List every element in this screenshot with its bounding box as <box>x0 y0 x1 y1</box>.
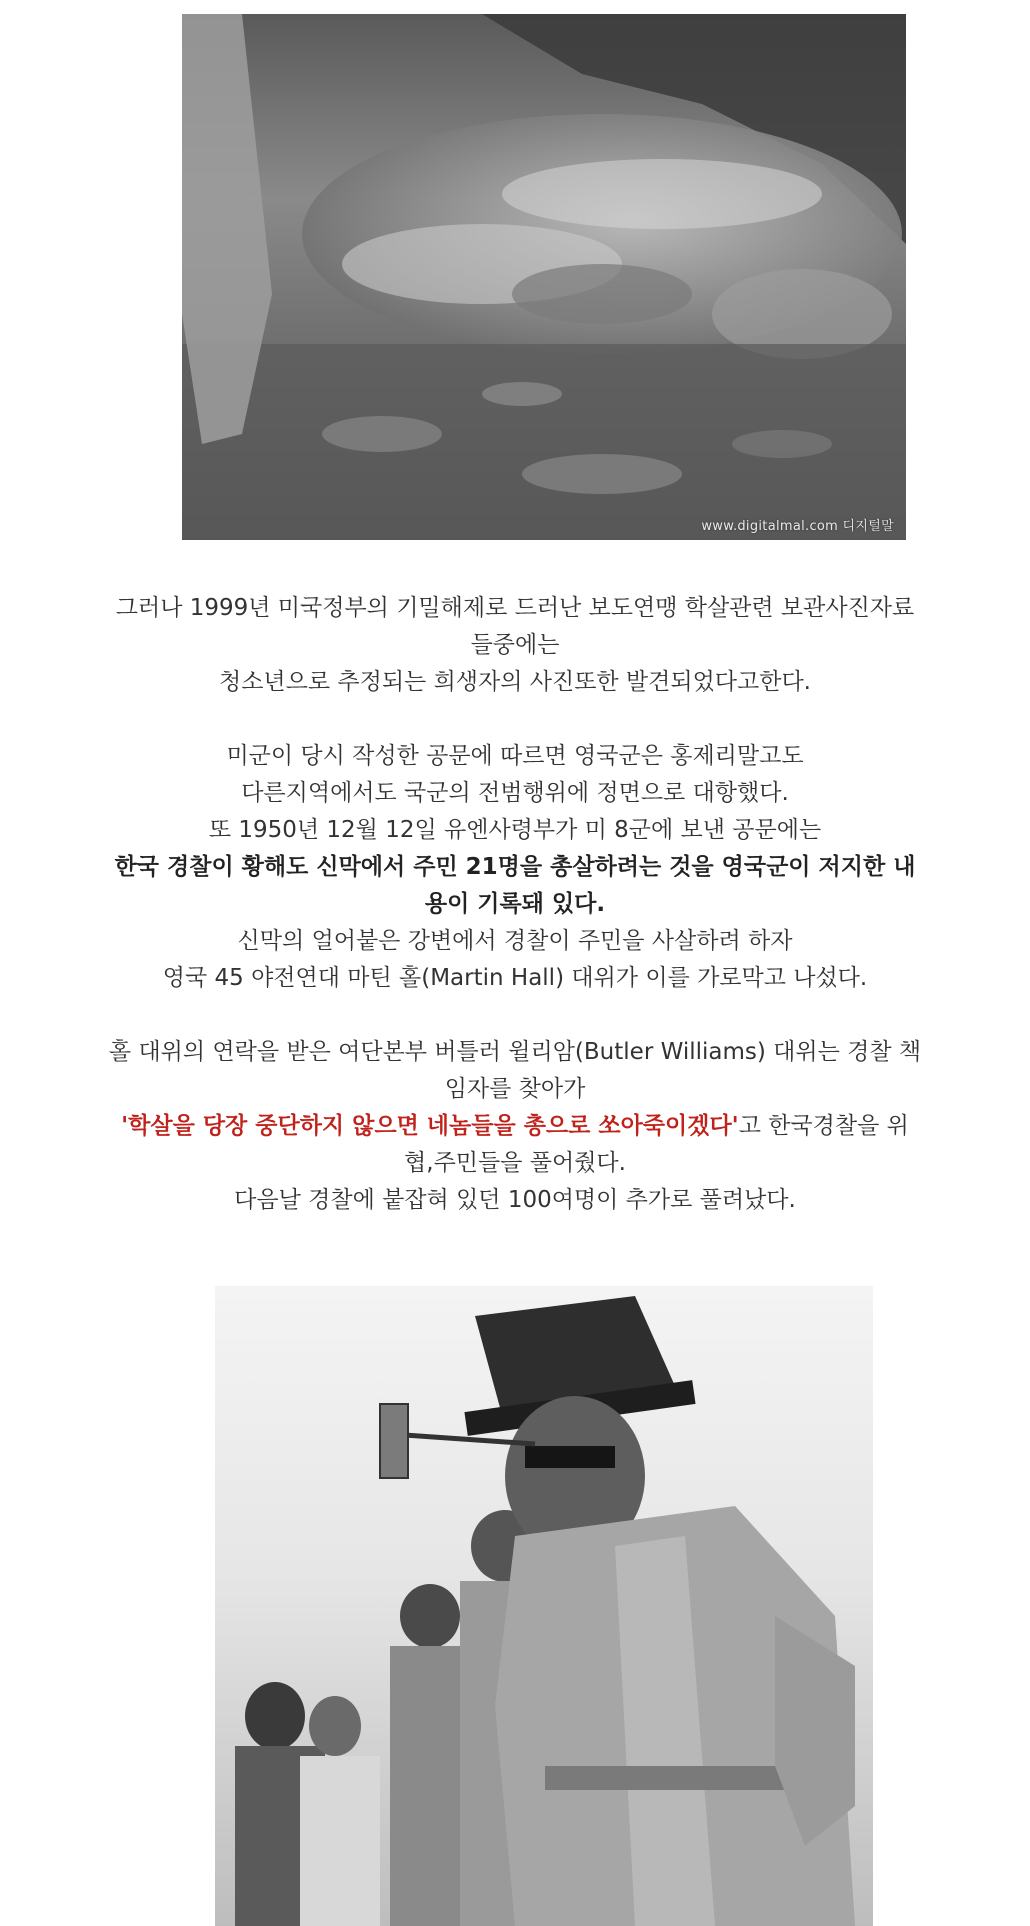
paragraph-2-bold-line-1: 한국 경찰이 황해도 신막에서 주민 21명을 총살하려는 것을 영국군이 저지한 내 <box>114 854 916 880</box>
paragraph-2-bold-line-2: 용이 기록돼 있다. <box>424 891 606 917</box>
paragraph-2-line-3: 또 1950년 12월 12일 유엔사령부가 미 8군에 보낸 공문에는 <box>208 817 822 843</box>
paragraph-1-line-1: 그러나 1999년 미국정부의 기밀해제로 드러난 보도연맹 학살관련 보관사진자료 <box>115 595 915 621</box>
article-body <box>70 590 960 1219</box>
bottom-photo <box>215 1286 873 1926</box>
paragraph-2-line-4: 신막의 얼어붙은 강변에서 경찰이 주민을 사살하려 하자 <box>237 928 793 954</box>
paragraph-1-line-3: 청소년으로 추정되는 희생자의 사진또한 발견되었다고한다. <box>218 669 811 695</box>
paragraph-3-line-2: 임자를 찾아가 <box>444 1076 586 1102</box>
paragraph-3-quote-line <box>70 1108 960 1145</box>
red-quote: '학살을 당장 중단하지 않으면 네놈들을 총으로 쏘아죽이겠다' <box>121 1113 739 1139</box>
quote-tail: 고 한국경찰을 위 <box>738 1113 909 1139</box>
paragraph-gap <box>70 701 960 738</box>
bottom-photo-image <box>215 1286 873 1926</box>
paragraph-3-line-3: 협,주민들을 풀어줬다. <box>404 1150 626 1176</box>
paragraph-2-line-5: 영국 45 야전연대 마틴 홀(Martin Hall) 대위가 이를 가로막고 나섰다. <box>162 965 868 991</box>
paragraph-gap <box>70 997 960 1034</box>
top-photo <box>182 14 906 540</box>
photo-watermark: www.digitalmal.com 디지털말 <box>701 519 894 534</box>
paragraph-1-line-2: 들중에는 <box>470 632 560 658</box>
paragraph-2-line-2: 다른지역에서도 국군의 전범행위에 정면으로 대항했다. <box>241 780 789 806</box>
paragraph-3-line-4: 다음날 경찰에 붙잡혀 있던 100여명이 추가로 풀려났다. <box>234 1187 796 1213</box>
paragraph-2-line-1: 미군이 당시 작성한 공문에 따르면 영국군은 홍제리말고도 <box>226 743 804 769</box>
top-photo-image <box>182 14 906 540</box>
paragraph-3-line-1: 홀 대위의 연락을 받은 여단본부 버틀러 윌리암(Butler Williams) 대위는 경찰 책 <box>108 1039 922 1065</box>
